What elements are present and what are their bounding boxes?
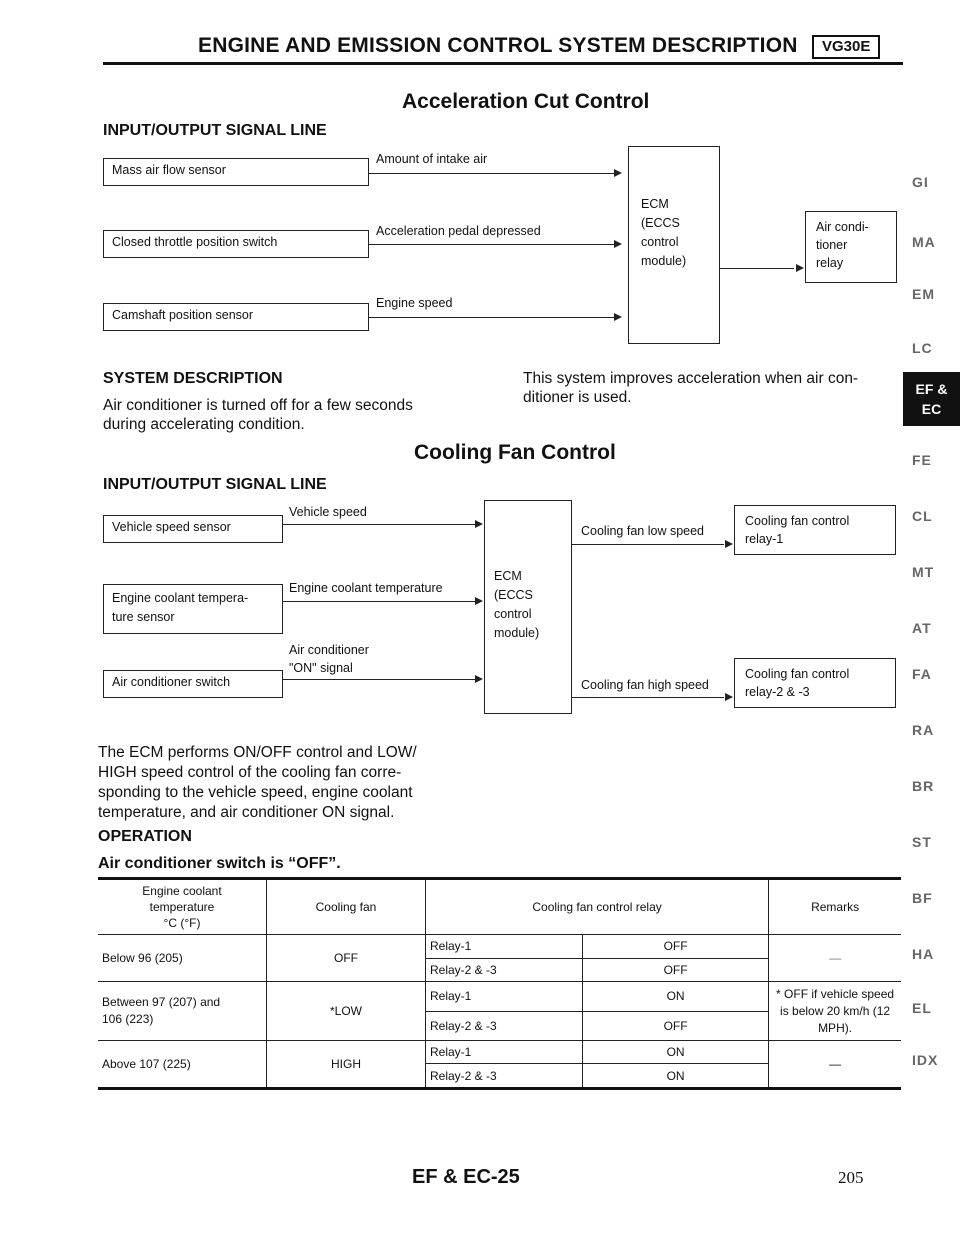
relay-2-3-box [734, 658, 896, 708]
arrow-icon [614, 240, 622, 248]
temp-cell: Above 107 (225) [98, 1041, 267, 1089]
paragraph-line: sponding to the vehicle speed, engine coolant [98, 784, 413, 801]
side-tab-ra[interactable]: RA [912, 722, 935, 738]
side-tab-fe[interactable]: FE [912, 452, 932, 468]
remark-line: is below 20 km/h (12 [780, 1003, 891, 1018]
ecm-line: ECM [494, 569, 522, 583]
signal-line [572, 697, 724, 698]
footer-section-label: EF & EC-25 [412, 1166, 520, 1188]
closed-throttle-switch-box: Closed throttle position switch [103, 230, 369, 258]
relay-line: tioner [816, 238, 848, 252]
header-relay: Cooling fan control relay [426, 879, 769, 935]
header-rule [103, 62, 903, 65]
side-tab-cl[interactable]: CL [912, 508, 933, 524]
ac-relay-box [805, 211, 897, 283]
ecm-line: (ECCS [641, 216, 680, 230]
header-temp [98, 879, 267, 935]
side-tab-mt[interactable]: MT [912, 564, 935, 580]
table-header-row [98, 879, 901, 935]
relay-line: Air condi- [816, 220, 869, 234]
system-description-title: SYSTEM DESCRIPTION [103, 370, 283, 387]
intake-air-signal: Amount of intake air [376, 152, 488, 166]
engine-badge: VG30E [812, 35, 880, 59]
signal-line [369, 317, 620, 318]
paragraph-line: temperature, and air conditioner ON signal. [98, 804, 395, 821]
relay-name-cell: Relay-2 & -3 [426, 958, 583, 982]
cooling-fan-operation-table [98, 877, 901, 1090]
header-line: Engine coolant [142, 884, 222, 898]
cooling-fan-title: Cooling Fan Control [414, 441, 616, 464]
arrow-icon [475, 597, 483, 605]
ecm-line: module) [641, 254, 687, 268]
side-tab-ma[interactable]: MA [912, 234, 936, 250]
vehicle-speed-signal: Vehicle speed [289, 505, 367, 519]
side-tab-st[interactable]: ST [912, 834, 932, 850]
temp-line: 106 (223) [102, 1012, 154, 1026]
box-line: Cooling fan control [745, 514, 850, 528]
ac-switch-box: Air conditioner switch [103, 670, 283, 698]
engine-speed-signal: Engine speed [376, 296, 453, 310]
cooling-io-title: INPUT/OUTPUT SIGNAL LINE [103, 476, 327, 493]
table-row [98, 935, 901, 959]
side-tab-gi[interactable]: GI [912, 174, 929, 190]
signal-line [720, 268, 794, 269]
relay-name-cell: Relay-1 [426, 982, 583, 1012]
ac-on-signal-2: "ON" signal [289, 661, 353, 675]
relay-name-cell: Relay-2 & -3 [426, 1011, 583, 1041]
side-tab-fa[interactable]: FA [912, 666, 932, 682]
fan-cell: HIGH [267, 1041, 426, 1089]
signal-line [369, 173, 620, 174]
signal-line [283, 679, 478, 680]
relay-name-cell: Relay-1 [426, 935, 583, 959]
remarks-cell: — [769, 935, 901, 982]
low-speed-signal: Cooling fan low speed [581, 524, 704, 538]
fan-cell: OFF [267, 935, 426, 982]
system-desc-right-1: This system improves acceleration when air con- [523, 370, 859, 387]
side-active-line: EC [921, 401, 942, 417]
side-tab-lc[interactable]: LC [912, 340, 933, 356]
ecm-line: ECM [641, 197, 669, 211]
temp-cell [98, 982, 267, 1041]
accel-io-title: INPUT/OUTPUT SIGNAL LINE [103, 122, 327, 139]
operation-title: OPERATION [98, 828, 192, 845]
table-row [98, 982, 901, 1012]
remarks-cell [769, 982, 901, 1041]
arrow-icon [475, 520, 483, 528]
ecm-line: (ECCS [494, 588, 533, 602]
relay-1-box [734, 505, 896, 555]
camshaft-sensor-box: Camshaft position sensor [103, 303, 369, 331]
relay-state-cell: OFF [583, 958, 769, 982]
relay-state-cell: ON [583, 1064, 769, 1089]
relay-name-cell: Relay-2 & -3 [426, 1064, 583, 1089]
header-line: temperature [149, 900, 215, 914]
mass-air-flow-sensor-box: Mass air flow sensor [103, 158, 369, 186]
relay-state-cell: OFF [583, 935, 769, 959]
relay-state-cell: ON [583, 982, 769, 1012]
side-tab-em[interactable]: EM [912, 286, 935, 302]
ac-off-condition-title: Air conditioner switch is “OFF”. [98, 855, 341, 872]
temp-line: Between 97 (207) and [102, 995, 221, 1009]
side-tab-br[interactable]: BR [912, 778, 935, 794]
box-line: Cooling fan control [745, 667, 850, 681]
arrow-icon [614, 313, 622, 321]
ecm-line: module) [494, 626, 540, 640]
box-line: relay-2 & -3 [745, 685, 810, 699]
vehicle-speed-sensor-box: Vehicle speed sensor [103, 515, 283, 543]
cooling-paragraph [98, 743, 498, 823]
side-tab-ha[interactable]: HA [912, 946, 935, 962]
signal-line [283, 524, 478, 525]
signal-line [572, 544, 724, 545]
side-tab-bf[interactable]: BF [912, 890, 933, 906]
header-fan: Cooling fan [267, 879, 426, 935]
remark-line: * OFF if vehicle speed [776, 986, 895, 1001]
accel-pedal-signal: Acceleration pedal depressed [376, 224, 541, 238]
ecm-line: control [494, 607, 532, 621]
arrow-icon [725, 540, 733, 548]
temp-cell: Below 96 (205) [98, 935, 267, 982]
relay-state-cell: ON [583, 1041, 769, 1064]
page-number: 205 [838, 1168, 864, 1187]
fan-cell: *LOW [267, 982, 426, 1041]
box-line: relay-1 [745, 532, 784, 546]
ac-on-signal-1: Air conditioner [289, 643, 369, 657]
signal-line [369, 244, 620, 245]
paragraph-line: HIGH speed control of the cooling fan corre- [98, 764, 402, 781]
remark-line: MPH). [818, 1020, 853, 1035]
relay-line: relay [816, 256, 844, 270]
side-tab-ef-ec-active[interactable] [903, 372, 960, 426]
ecm-box [628, 146, 720, 344]
page-header-title: ENGINE AND EMISSION CONTROL SYSTEM DESCRIPTION [198, 34, 798, 57]
signal-line [283, 601, 478, 602]
side-tab-el[interactable]: EL [912, 1000, 932, 1016]
relay-name-cell: Relay-1 [426, 1041, 583, 1064]
paragraph-line: The ECM performs ON/OFF control and LOW/ [98, 744, 417, 761]
side-active-line: EF & [915, 381, 948, 397]
side-tab-at[interactable]: AT [912, 620, 932, 636]
arrow-icon [796, 264, 804, 272]
ecm-box [484, 500, 572, 714]
side-tab-idx[interactable]: IDX [912, 1052, 939, 1068]
arrow-icon [725, 693, 733, 701]
box-line: Engine coolant tempera- [112, 591, 249, 605]
arrow-icon [614, 169, 622, 177]
box-line: ture sensor [112, 610, 175, 624]
accel-cut-title: Acceleration Cut Control [402, 90, 650, 113]
coolant-temp-signal: Engine coolant temperature [289, 581, 443, 595]
system-desc-left-1: Air conditioner is turned off for a few seconds [103, 397, 413, 414]
system-desc-right-2: ditioner is used. [523, 389, 632, 406]
system-desc-left-2: during accelerating condition. [103, 416, 305, 433]
remarks-cell: — [769, 1041, 901, 1089]
ecm-line: control [641, 235, 679, 249]
header-remarks: Remarks [769, 879, 901, 935]
header-line: °C (°F) [163, 916, 201, 930]
table-row [98, 1041, 901, 1064]
relay-state-cell: OFF [583, 1011, 769, 1041]
coolant-temp-sensor-box [103, 584, 283, 634]
arrow-icon [475, 675, 483, 683]
high-speed-signal: Cooling fan high speed [581, 678, 709, 692]
